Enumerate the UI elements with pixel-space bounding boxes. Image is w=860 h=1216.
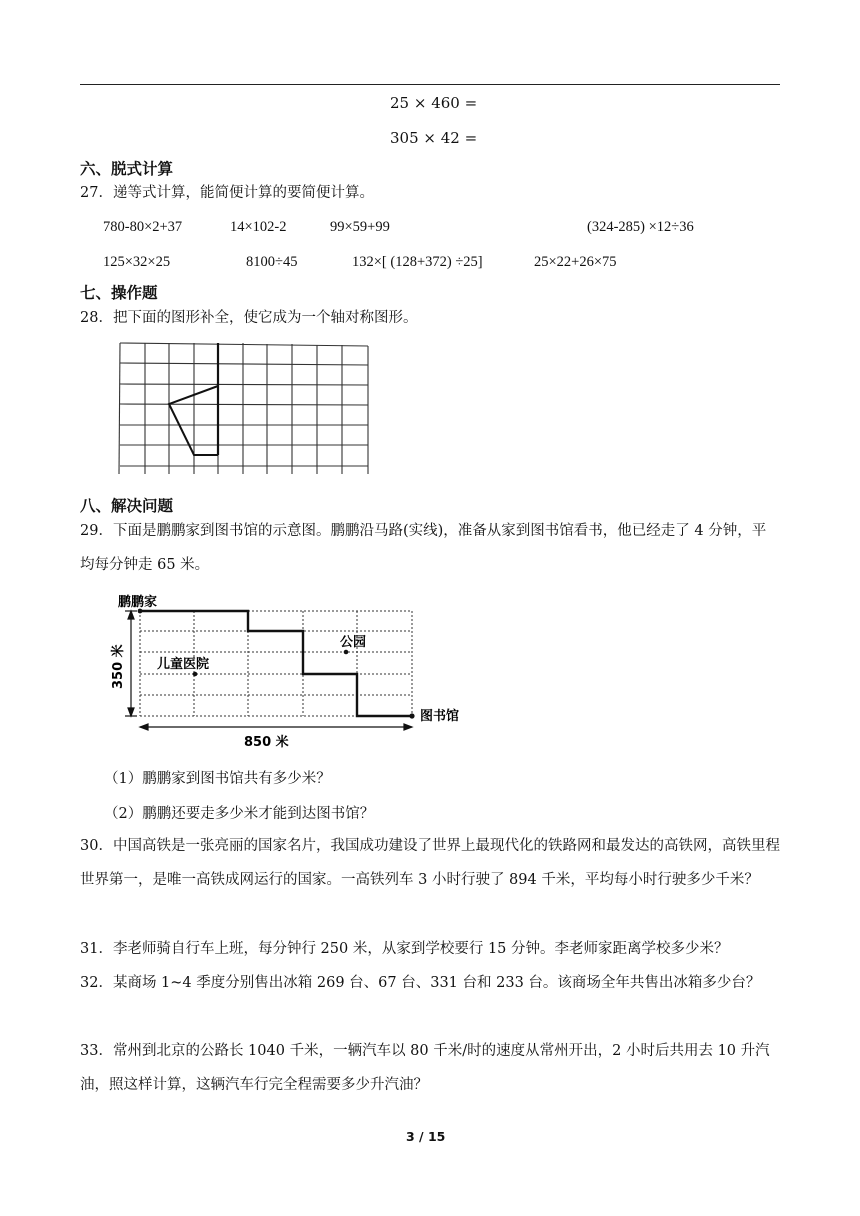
map-label-library: 图书馆 (420, 709, 460, 724)
map-label-home: 鹏鹏家 (118, 595, 158, 610)
route-map (100, 586, 490, 752)
calc-item: 25×22+26×75 (534, 254, 617, 270)
question-31: 31．李老师骑自行车上班，每分钟行 250 米，从家到学校要行 15 分钟。李老师家距离学校多少米？ (80, 941, 729, 957)
map-label-park: 公园 (340, 635, 367, 650)
section-8-title: 八、解决问题 (80, 497, 174, 515)
equation-2: 305 × 42 = (390, 129, 478, 147)
question-29: 29．下面是鹏鹏家到图书馆的示意图。鹏鹏沿马路(实线)，准备从家到图书馆看书，他已经走了 4 分钟，平均每分钟走 65 米。 (80, 523, 767, 573)
calc-item: 8100÷45 (246, 254, 298, 270)
question-30: 30．中国高铁是一张亮丽的国家名片，我国成功建设了世界上最现代化的铁路网和最发达的高铁网，高铁里程世界第一，是唯一高铁成网运行的国家。一高铁列车 3 小时行驶了 894 千米，平均每小时行驶多少千米？ (80, 838, 780, 888)
calc-item: (324-285) ×12÷36 (587, 219, 694, 235)
question-32: 32．某商场 1~4 季度分别售出冰箱 269 台、67 台、331 台和 233 台。该商场全年共售出冰箱多少台？ (80, 975, 761, 991)
symmetry-grid-figure (112, 338, 374, 478)
calc-item: 14×102-2 (230, 219, 287, 235)
map-width-label: 850 米 (244, 735, 289, 750)
calc-item: 780-80×2+37 (103, 219, 183, 235)
question-29-part-2: （2）鹏鹏还要走多少米才能到达图书馆？ (104, 806, 375, 822)
question-33: 33．常州到北京的公路长 1040 千米，一辆汽车以 80 千米/时的速度从常州开出，2 小时后共用去 10 升汽油，照这样计算，这辆汽车行完全程需要多少升汽油？ (80, 1043, 770, 1093)
question-29-part-1: （1）鹏鹏家到图书馆共有多少米？ (104, 771, 331, 787)
map-label-hospital: 儿童医院 (157, 657, 210, 672)
page-number: 3 / 15 (406, 1129, 446, 1144)
header-rule (80, 84, 780, 85)
section-6-title: 六、脱式计算 (80, 160, 174, 178)
calc-item: 132×[ (128+372) ÷25] (352, 254, 483, 270)
question-28: 28．把下面的图形补全，使它成为一个轴对称图形。 (80, 310, 418, 326)
question-27: 27．递等式计算，能简便计算的要简便计算。 (80, 185, 374, 201)
map-height-label: 350 米 (111, 644, 126, 689)
section-7-title: 七、操作题 (80, 284, 158, 302)
equation-1: 25 × 460 = (390, 94, 478, 112)
calc-item: 99×59+99 (330, 219, 390, 235)
calc-item: 125×32×25 (103, 254, 171, 270)
